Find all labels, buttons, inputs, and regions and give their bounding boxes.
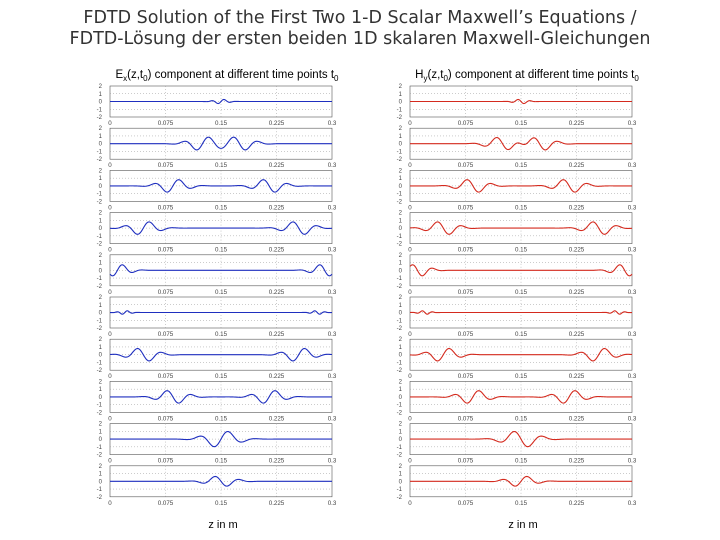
y-tick-label: 1 <box>98 91 102 98</box>
y-tick-label: 2 <box>98 252 102 259</box>
x-tick-label: 0 <box>108 373 112 381</box>
x-tick-label: 0.225 <box>568 331 585 338</box>
y-tick-label: 1 <box>398 344 402 351</box>
x-tick-label: 0.075 <box>457 204 474 212</box>
y-tick-label: 0 <box>98 479 102 486</box>
subplot-5 <box>97 253 337 296</box>
x-tick-label: 0 <box>108 499 112 507</box>
series-line <box>110 99 332 103</box>
y-tick-label: 0 <box>398 99 402 106</box>
x-tick-label: 0.3 <box>327 204 337 212</box>
x-tick-label: 0 <box>408 162 412 170</box>
y-tick-label: -1 <box>96 107 102 114</box>
y-tick-label: 1 <box>98 429 102 436</box>
x-tick-label: 0 <box>108 162 112 170</box>
y-tick-label: -1 <box>96 444 102 451</box>
x-tick-label: 0 <box>408 415 412 423</box>
y-tick-label: 2 <box>398 421 402 428</box>
x-tick-label: 0 <box>408 246 412 254</box>
y-tick-label: 2 <box>98 421 102 428</box>
series-line <box>110 222 332 234</box>
y-tick-label: 1 <box>98 260 102 267</box>
y-tick-label: 1 <box>398 387 402 394</box>
x-tick-label: 0.075 <box>457 331 474 338</box>
x-tick-label: 0.15 <box>214 331 228 338</box>
y-tick-label: 1 <box>98 218 102 225</box>
y-tick-label: 0 <box>98 226 102 233</box>
x-tick-label: 0 <box>108 457 112 465</box>
y-tick-label: -1 <box>96 149 102 156</box>
y-tick-label: -2 <box>396 410 402 417</box>
x-tick-label: 0.3 <box>327 246 337 254</box>
subplot-9 <box>97 422 337 465</box>
y-tick-label: -1 <box>396 360 402 367</box>
chart-ex <box>97 69 339 531</box>
x-tick-label: 0.075 <box>457 415 474 423</box>
x-tick-label: 0.3 <box>327 457 337 465</box>
x-tick-label: 0.225 <box>568 457 585 465</box>
y-tick-label: 0 <box>98 394 102 401</box>
y-tick-label: -2 <box>96 494 102 501</box>
x-tick-label: 0.15 <box>514 162 528 170</box>
y-tick-label: 2 <box>398 84 402 90</box>
y-tick-label: 2 <box>98 84 102 90</box>
y-tick-label: -1 <box>96 276 102 283</box>
series-line <box>410 180 632 192</box>
x-tick-label: 0 <box>408 120 412 127</box>
x-tick-label: 0.3 <box>627 331 637 338</box>
x-tick-label: 0.225 <box>568 162 585 170</box>
x-tick-label: 0.3 <box>627 120 637 127</box>
x-tick-label: 0 <box>408 288 412 296</box>
y-tick-label: 0 <box>98 310 102 317</box>
y-tick-label: 2 <box>398 379 402 386</box>
y-tick-label: 0 <box>98 268 102 275</box>
y-tick-label: 2 <box>398 295 402 301</box>
x-tick-label: 0.15 <box>214 288 228 296</box>
x-tick-label: 0.225 <box>268 288 285 296</box>
y-tick-label: 1 <box>398 471 402 478</box>
series-line <box>110 311 332 314</box>
x-tick-label: 0.3 <box>327 288 337 296</box>
subplot-9 <box>397 422 637 465</box>
x-tick-label: 0.15 <box>214 246 228 254</box>
y-tick-label: 1 <box>98 133 102 140</box>
series-line <box>410 311 632 314</box>
x-tick-label: 0.075 <box>157 331 174 338</box>
x-tick-label: 0.15 <box>514 499 528 507</box>
x-tick-label: 0.15 <box>514 331 528 338</box>
y-tick-label: 0 <box>398 479 402 486</box>
y-tick-label: -1 <box>96 402 102 409</box>
x-tick-label: 0 <box>108 204 112 212</box>
y-tick-label: 1 <box>98 471 102 478</box>
title-subscript: 0 <box>334 74 339 83</box>
x-tick-label: 0.15 <box>514 288 528 296</box>
x-tick-label: 0.3 <box>627 415 637 423</box>
title-subscript: 0 <box>443 74 448 83</box>
series-line <box>110 348 332 360</box>
x-tick-label: 0.075 <box>457 499 474 507</box>
y-tick-label: -1 <box>396 191 402 198</box>
title-text: E <box>115 69 124 81</box>
y-tick-label: 1 <box>98 387 102 394</box>
x-tick-label: 0.225 <box>568 499 585 507</box>
subplot-7 <box>97 337 337 380</box>
subplot-10 <box>397 464 637 507</box>
x-tick-label: 0.3 <box>327 415 337 423</box>
x-tick-label: 0.075 <box>457 288 474 296</box>
y-tick-label: -2 <box>396 157 402 164</box>
y-tick-label: -2 <box>96 199 102 206</box>
y-tick-label: 0 <box>398 226 402 233</box>
series-line <box>110 391 332 403</box>
x-tick-label: 0.075 <box>157 246 174 254</box>
y-tick-label: -2 <box>396 368 402 375</box>
x-tick-label: 0.15 <box>214 204 228 212</box>
x-tick-label: 0.075 <box>157 204 174 212</box>
x-tick-label: 0.15 <box>214 162 228 170</box>
y-tick-label: -2 <box>96 157 102 164</box>
x-tick-label: 0 <box>108 415 112 423</box>
x-tick-label: 0.15 <box>214 120 228 127</box>
series-line <box>410 348 632 360</box>
y-tick-label: 0 <box>398 437 402 444</box>
y-tick-label: 1 <box>398 91 402 98</box>
x-tick-label: 0.3 <box>327 373 337 381</box>
x-tick-label: 0.225 <box>568 246 585 254</box>
y-tick-label: 1 <box>398 133 402 140</box>
y-tick-label: 1 <box>398 260 402 267</box>
y-tick-label: -1 <box>396 149 402 156</box>
y-tick-label: 0 <box>98 141 102 148</box>
x-axis-label: z in m <box>208 519 238 531</box>
x-tick-label: 0.075 <box>157 162 174 170</box>
series-line <box>410 99 632 103</box>
series-line <box>110 180 332 192</box>
slide-title-line2: FDTD-Lösung der ersten beiden 1D skalaren Maxwell-Gleichungen <box>69 29 651 49</box>
y-tick-label: 0 <box>98 352 102 359</box>
x-tick-label: 0.225 <box>268 499 285 507</box>
title-subscript: 0 <box>143 74 148 83</box>
y-tick-label: -1 <box>96 487 102 494</box>
y-tick-label: 2 <box>98 379 102 386</box>
y-tick-label: 2 <box>398 252 402 259</box>
title-text: ) component at different time points t <box>147 69 335 81</box>
x-tick-label: 0.075 <box>457 457 474 465</box>
x-tick-label: 0.075 <box>457 120 474 127</box>
y-tick-label: 1 <box>398 176 402 183</box>
x-tick-label: 0.15 <box>514 120 528 127</box>
x-tick-label: 0.075 <box>157 373 174 381</box>
y-tick-label: 0 <box>98 437 102 444</box>
x-tick-label: 0.3 <box>627 204 637 212</box>
y-tick-label: 1 <box>98 344 102 351</box>
y-tick-label: 2 <box>98 126 102 133</box>
y-tick-label: 2 <box>98 295 102 301</box>
x-tick-label: 0.075 <box>157 457 174 465</box>
chart-hy <box>397 69 640 531</box>
y-tick-label: 0 <box>98 183 102 190</box>
series-line <box>110 432 332 447</box>
x-tick-label: 0.075 <box>157 120 174 127</box>
y-tick-label: 1 <box>398 302 402 309</box>
x-tick-label: 0.075 <box>457 246 474 254</box>
y-tick-label: 1 <box>398 429 402 436</box>
y-tick-label: 0 <box>398 183 402 190</box>
y-tick-label: 2 <box>398 463 402 470</box>
subplot-7 <box>397 337 637 380</box>
chart-title <box>415 69 639 83</box>
y-tick-label: -1 <box>396 402 402 409</box>
y-tick-label: -1 <box>96 191 102 198</box>
y-tick-label: -2 <box>96 241 102 248</box>
x-tick-label: 0.225 <box>268 457 285 465</box>
y-tick-label: -2 <box>396 326 402 332</box>
y-tick-label: -1 <box>96 360 102 367</box>
x-tick-label: 0.3 <box>627 457 637 465</box>
x-tick-label: 0 <box>408 499 412 507</box>
x-tick-label: 0.225 <box>568 415 585 423</box>
subplot-10 <box>97 464 337 507</box>
y-tick-label: 2 <box>98 210 102 217</box>
series-line <box>410 222 632 234</box>
x-tick-label: 0.075 <box>457 373 474 381</box>
subplot-4 <box>397 211 637 254</box>
x-tick-label: 0 <box>108 288 112 296</box>
y-tick-label: 2 <box>398 126 402 133</box>
x-tick-label: 0.15 <box>214 373 228 381</box>
y-tick-label: -2 <box>96 283 102 290</box>
x-tick-label: 0.225 <box>268 204 285 212</box>
y-tick-label: -1 <box>396 107 402 114</box>
title-subscript: x <box>123 74 128 83</box>
x-tick-label: 0.15 <box>214 415 228 423</box>
series-line <box>410 265 632 276</box>
y-tick-label: 0 <box>398 310 402 317</box>
subplot-4 <box>97 211 337 254</box>
y-tick-label: -1 <box>396 318 402 325</box>
y-tick-label: -2 <box>396 283 402 290</box>
x-axis-label: z in m <box>508 519 538 531</box>
y-tick-label: -1 <box>396 487 402 494</box>
x-tick-label: 0.225 <box>568 120 585 127</box>
y-tick-label: -2 <box>96 452 102 459</box>
x-tick-label: 0.225 <box>268 246 285 254</box>
y-tick-label: -2 <box>96 326 102 332</box>
x-tick-label: 0.15 <box>514 373 528 381</box>
x-tick-label: 0.225 <box>268 373 285 381</box>
y-tick-label: -2 <box>96 115 102 121</box>
x-tick-label: 0.15 <box>514 246 528 254</box>
y-tick-label: -1 <box>96 233 102 240</box>
x-tick-label: 0 <box>408 457 412 465</box>
y-tick-label: 2 <box>98 337 102 344</box>
slide-title-line1: FDTD Solution of the First Two 1-D Scalar Maxwell’s Equations / <box>83 8 637 28</box>
x-tick-label: 0.3 <box>327 331 337 338</box>
y-tick-label: 2 <box>398 337 402 344</box>
x-tick-label: 0.225 <box>268 331 285 338</box>
x-tick-label: 0.3 <box>627 288 637 296</box>
x-tick-label: 0 <box>108 120 112 127</box>
y-tick-label: -2 <box>96 368 102 375</box>
y-tick-label: -1 <box>396 444 402 451</box>
x-tick-label: 0.3 <box>327 120 337 127</box>
title-text: H <box>415 69 424 81</box>
x-tick-label: 0.225 <box>268 415 285 423</box>
subplot-1 <box>397 84 637 127</box>
x-tick-label: 0.225 <box>568 204 585 212</box>
title-subscript: y <box>423 74 428 83</box>
x-tick-label: 0.075 <box>157 415 174 423</box>
subplot-2 <box>97 126 337 169</box>
x-tick-label: 0.225 <box>268 162 285 170</box>
x-tick-label: 0.15 <box>514 415 528 423</box>
title-text: ) component at different time points t <box>447 69 635 81</box>
y-tick-label: 2 <box>98 463 102 470</box>
x-tick-label: 0.3 <box>327 499 337 507</box>
x-tick-label: 0.15 <box>514 204 528 212</box>
x-tick-label: 0 <box>408 373 412 381</box>
subplot-8 <box>397 379 637 422</box>
y-tick-label: -2 <box>396 199 402 206</box>
y-tick-label: 1 <box>98 302 102 309</box>
x-tick-label: 0.225 <box>568 288 585 296</box>
x-tick-label: 0.075 <box>457 162 474 170</box>
title-subscript: 0 <box>634 74 639 83</box>
subplot-8 <box>97 379 337 422</box>
y-tick-label: -2 <box>396 494 402 501</box>
x-tick-label: 0.3 <box>627 499 637 507</box>
x-tick-label: 0.3 <box>627 162 637 170</box>
y-tick-label: -1 <box>396 233 402 240</box>
series-line <box>410 432 632 447</box>
y-tick-label: 0 <box>398 268 402 275</box>
x-tick-label: 0.15 <box>214 457 228 465</box>
subplot-1 <box>97 84 337 127</box>
y-tick-label: 2 <box>398 168 402 175</box>
series-line <box>110 265 332 276</box>
y-tick-label: 0 <box>398 352 402 359</box>
chart-title <box>115 69 339 83</box>
x-tick-label: 0 <box>408 331 412 338</box>
x-tick-label: 0 <box>408 204 412 212</box>
y-tick-label: 1 <box>398 218 402 225</box>
x-tick-label: 0 <box>108 246 112 254</box>
x-tick-label: 0.3 <box>627 246 637 254</box>
y-tick-label: -2 <box>396 241 402 248</box>
x-tick-label: 0.225 <box>568 373 585 381</box>
series-line <box>410 138 632 150</box>
subplot-3 <box>397 168 637 211</box>
y-tick-label: -1 <box>396 276 402 283</box>
x-tick-label: 0.3 <box>627 373 637 381</box>
subplot-3 <box>97 168 337 211</box>
title-text: (z,t <box>427 69 444 81</box>
y-tick-label: 1 <box>98 176 102 183</box>
x-tick-label: 0.3 <box>327 162 337 170</box>
subplot-6 <box>97 295 337 338</box>
series-line <box>410 391 632 403</box>
y-tick-label: -2 <box>96 410 102 417</box>
y-tick-label: 2 <box>98 168 102 175</box>
subplot-6 <box>397 295 637 338</box>
x-tick-label: 0 <box>108 331 112 338</box>
y-tick-label: 2 <box>398 210 402 217</box>
x-tick-label: 0.15 <box>514 457 528 465</box>
x-tick-label: 0.075 <box>157 288 174 296</box>
y-tick-label: 0 <box>98 99 102 106</box>
subplot-2 <box>397 126 637 169</box>
y-tick-label: -1 <box>96 318 102 325</box>
y-tick-label: 0 <box>398 394 402 401</box>
x-tick-label: 0.225 <box>268 120 285 127</box>
y-tick-label: -2 <box>396 115 402 121</box>
y-tick-label: 0 <box>398 141 402 148</box>
subplot-5 <box>397 253 637 296</box>
title-text: (z,t <box>127 69 144 81</box>
x-tick-label: 0.15 <box>214 499 228 507</box>
y-tick-label: -2 <box>396 452 402 459</box>
x-tick-label: 0.075 <box>157 499 174 507</box>
